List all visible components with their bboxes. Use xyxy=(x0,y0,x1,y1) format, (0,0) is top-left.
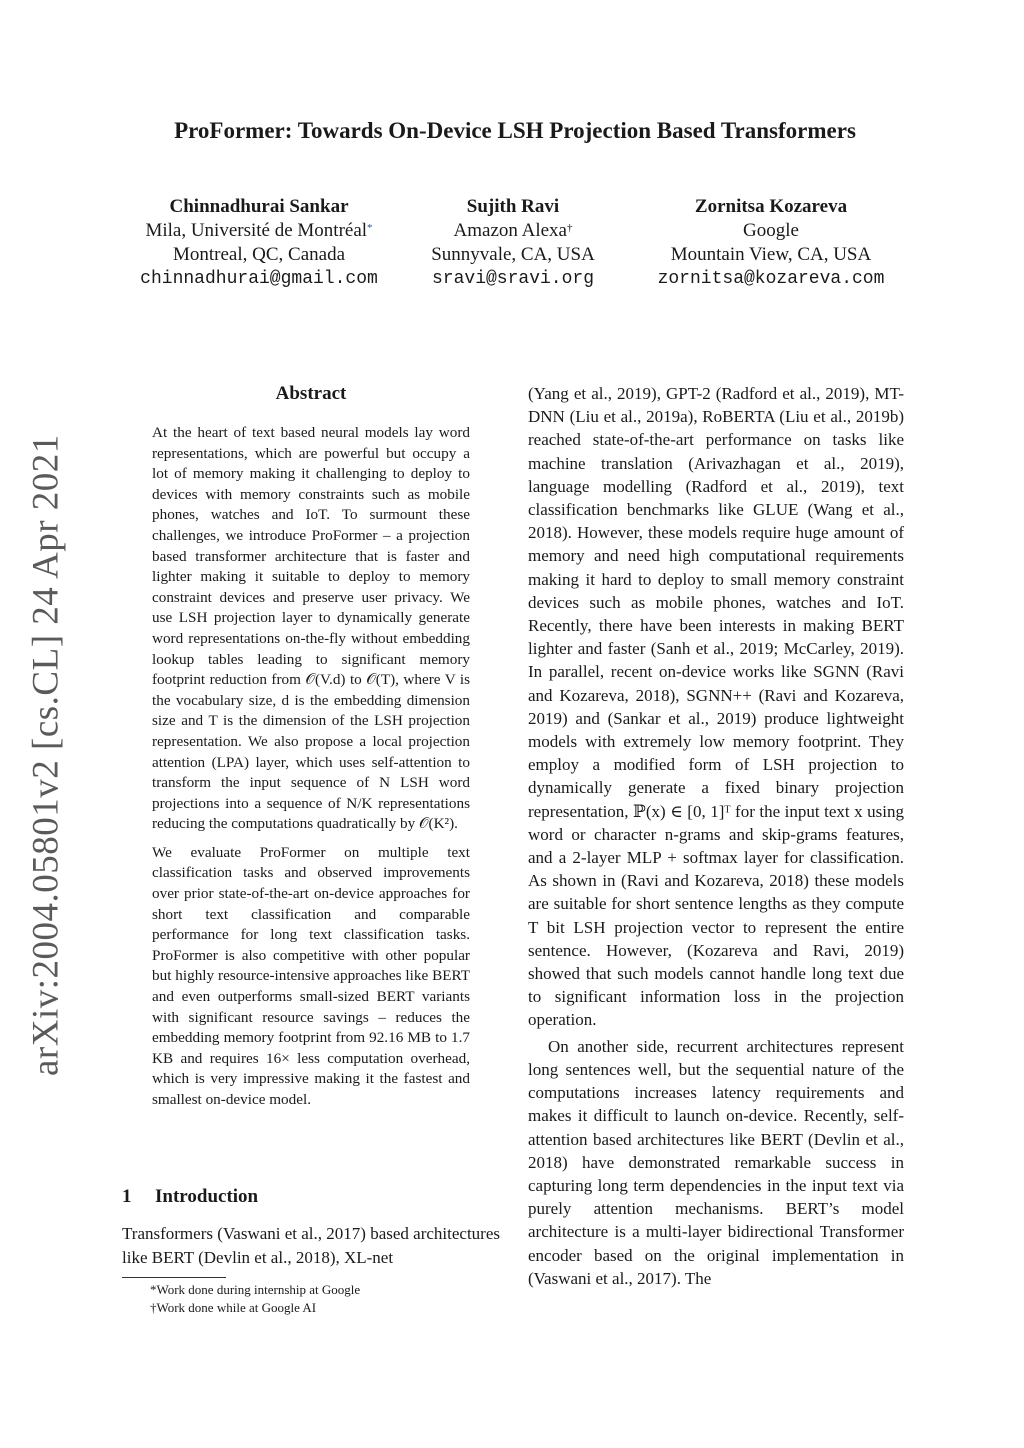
arxiv-identifier: arXiv:2004.05801v2 [cs.CL] 24 Apr 2021 xyxy=(25,434,67,1076)
abstract-heading: Abstract xyxy=(275,383,347,404)
footnote-mark: † xyxy=(566,222,573,234)
section-heading xyxy=(122,1186,258,1208)
intro-right-column xyxy=(528,382,904,1290)
author-location: Montreal, QC, Canada xyxy=(172,244,345,265)
author-affiliation: Amazon Alexa† xyxy=(453,220,573,241)
paper-title: ProFormer: Towards On-Device LSH Projection Based Transformers xyxy=(174,118,856,143)
intro-paragraph: On another side, recurrent architectures represent long sentences well, but the sequential nature of the computations increases latency requirements and makes it difficult to launch on-device. Recently, self-attention based architectures like BERT (Devlin et al., 2018) have demonstrated remarkable success in capturing long term dependencies in the input text via purely attention mechanisms. BERT’s model architecture is a multi-layer bidirectional Transformer encoder based on the original implementation in (Vaswani et al., 2017). The xyxy=(528,1036,904,1288)
footnote: *Work done during internship at Google xyxy=(150,1282,361,1297)
footnote-rule xyxy=(122,1277,226,1278)
intro-paragraph-left: Transformers (Vaswani et al., 2017) based architectures like BERT (Devlin et al., 2018), XL-net xyxy=(122,1224,500,1267)
author-email: sravi@sravi.org xyxy=(431,269,595,289)
author-email: chinnadhurai@gmail.com xyxy=(140,269,378,289)
author-block xyxy=(118,195,400,291)
author-name: Zornitsa Kozareva xyxy=(694,196,848,217)
abstract-paragraph: We evaluate ProFormer on multiple text classification tasks and observed improvements over prior state-of-the-art on-device approaches for short text classification and comparable performance for long text classification tasks. ProFormer is also competitive with other popular but highly resource-intensive approaches like BERT and even outperforms small-sized BERT variants with significant resource savings – reduces the embedding memory footprint from 92.16 MB to 1.7 KB and requires 16× less computation overhead, which is very impressive making it the fastest and smallest on-device model. xyxy=(152,843,470,1108)
author-name: Sujith Ravi xyxy=(466,196,560,217)
section-number: 1 xyxy=(122,1186,132,1207)
abstract-paragraph: At the heart of text based neural models lay word representations, which are powerful but occupy a lot of memory making it challenging to deploy to devices with memory constraints such as mobile phones, watches and IoT. To surmount these challenges, we introduce ProFormer – a projection based transformer architecture that is faster and lighter making it suitable to deploy to memory constraint devices and preserve user privacy. We use LSH projection layer to dynamically generate word representations on-the-fly without embedding lookup tables leading to significant memory footprint reduction from 𝒪(V.d) to 𝒪(T), where V is the vocabulary size, d is the embedding dimension size and T is the dimension of the LSH projection representation. We also propose a local projection attention (LPA) layer, which uses self-attention to transform the input sequence of N LSH word projections into a sequence of N/K representations reducing the computations quadratically by 𝒪(K²). xyxy=(152,424,470,833)
footnote-mark[interactable]: * xyxy=(367,222,373,234)
footnotes xyxy=(150,1281,360,1317)
author-location: Sunnyvale, CA, USA xyxy=(431,244,595,265)
author-block xyxy=(408,195,618,291)
footnote: †Work done while at Google AI xyxy=(150,1300,317,1315)
author-affiliation: Mila, Université de Montréal* xyxy=(145,220,373,241)
author-block xyxy=(632,195,910,291)
author-location: Mountain View, CA, USA xyxy=(670,244,872,265)
author-email: zornitsa@kozareva.com xyxy=(657,269,885,289)
intro-paragraph: (Yang et al., 2019), GPT-2 (Radford et al., 2019), MT-DNN (Liu et al., 2019a), RoBERTA (Liu et al., 2019b) reached state-of-the-art performance on tasks like machine translation (Arivazhagan et al., 2019), language modelling (Radford et al., 2019), text classification benchmarks like GLUE (Wang et al., 2018). However, these models require huge amount of memory and need high computational requirements making it hard to deploy to small memory constraint devices such as mobile phones, watches and IoT. Recently, there have been interests in making BERT lighter and faster (Sanh et al., 2019; McCarley, 2019). In parallel, recent on-device works like SGNN (Ravi and Kozareva, 2018), SGNN++ (Ravi and Kozareva, 2019) and (Sankar et al., 2019) produce lightweight models with extremely low memory footprint. They employ a modified form of LSH projection to dynamically generate a fixed binary projection representation, ℙ(x) ∈ [0, 1]ᵀ for the input text x using word or character n-grams and skip-grams features, and a 2-layer MLP + softmax layer for classification. As shown in (Ravi and Kozareva, 2018) these models are suitable for short sentence lengths as they compute T bit LSH projection vector to represent the entire sentence. However, (Kozareva and Ravi, 2019) showed that such models cannot handle long text due to significant information loss in the projection operation. xyxy=(528,384,904,1030)
section-title: Introduction xyxy=(155,1186,259,1207)
abstract-body xyxy=(152,423,470,1119)
author-affiliation: Google xyxy=(743,220,799,241)
author-name: Chinnadhurai Sankar xyxy=(169,196,349,217)
